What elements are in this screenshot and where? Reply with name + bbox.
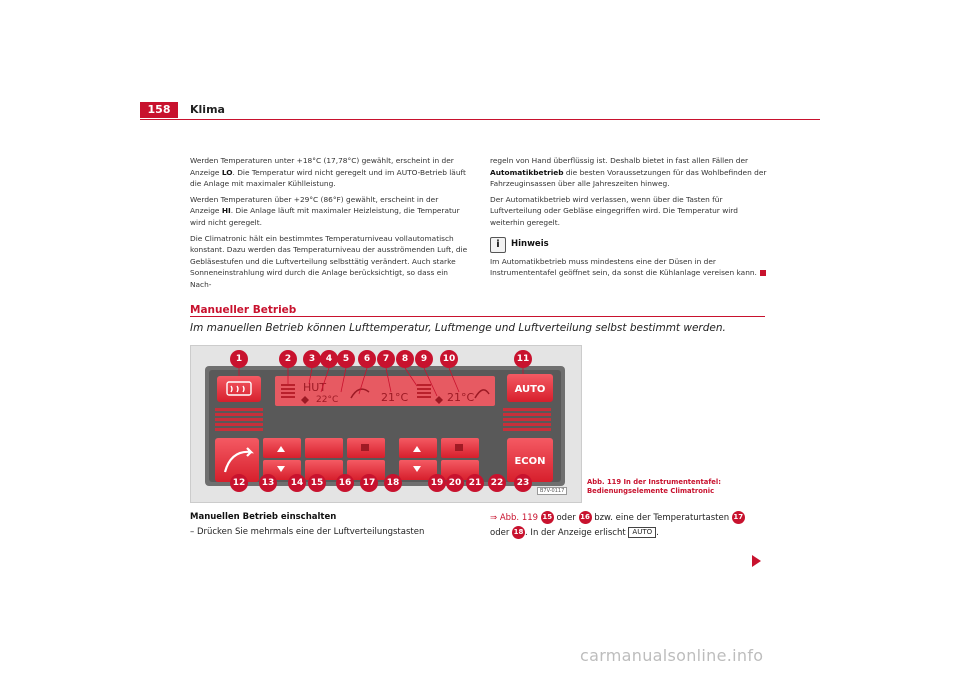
callout-20: 20 — [446, 474, 464, 492]
text: regeln von Hand überflüssig ist. Deshalb bietet in fast allen Fällen der — [490, 156, 749, 165]
callout-15: 15 — [308, 474, 326, 492]
end-square-icon — [760, 270, 766, 276]
badge-15: 15 — [541, 511, 554, 524]
figure-code: B7V-0117 — [537, 487, 567, 495]
display-mode-text: HUT — [303, 381, 327, 394]
automatik-term: Automatikbetrieb — [490, 167, 564, 177]
manual-mode-heading: Manuellen Betrieb einschalten — [190, 512, 337, 522]
next-page-arrow-icon[interactable] — [752, 555, 761, 567]
callout-1: 1 — [230, 350, 248, 368]
display-mid-temp: 21°C — [381, 391, 409, 404]
callout-8: 8 — [396, 350, 414, 368]
left-paragraph-3: Die Climatronic hält ein bestimmtes Temperaturniveau vollautomatisch konstant. Dazu werden das Temperaturniveau der ausströmenden Luft, die Gebläsestufen und die Luftverteilung selbsttätig verändert. Auch starke Sonneneinstrahlung wird durch die Anlage berücksichtigt, so dass ein Nach- — [190, 233, 468, 289]
callout-6: 6 — [358, 350, 376, 368]
callout-7: 7 — [377, 350, 395, 368]
climatronic-figure — [190, 345, 582, 503]
callout-10: 10 — [440, 350, 458, 368]
chapter-title: Klima — [190, 103, 225, 116]
text: Werden Temperaturen über +29°C (86°F) gewählt, erscheint in der Anzeige — [190, 194, 439, 216]
callout-4: 4 — [320, 350, 338, 368]
badge-17: 17 — [732, 511, 745, 524]
callout-2: 2 — [279, 350, 297, 368]
callout-5: 5 — [337, 350, 355, 368]
continuation-text — [490, 511, 770, 541]
callout-12: 12 — [230, 474, 248, 492]
left-paragraph-2 — [190, 194, 470, 229]
list-item: – Drücken Sie mehrmals eine der Luftverteilungstasten — [190, 527, 425, 537]
hinweis-label: Hinweis — [511, 238, 549, 249]
left-column — [190, 155, 470, 295]
left-paragraph-1 — [190, 155, 470, 190]
text: . In der Anzeige erlischt — [525, 528, 629, 538]
text: die besten Voraussetzungen für das Wohlbefinden der Fahrzeuginsassen über alle Jahreszeiten hinweg. — [490, 167, 767, 189]
badge-16: 16 — [579, 511, 592, 524]
text: . Die Temperatur wird nicht geregelt und im AUTO-Betrieb läuft die Anlage mit maximaler Kühlleistung. — [190, 167, 466, 189]
badge-18: 18 — [512, 526, 525, 539]
text: oder — [490, 528, 513, 538]
display-right-temp: 21°C — [447, 391, 475, 404]
section-subtitle: Im manuellen Betrieb können Lufttemperatur, Luftmenge und Luftverteilung selbst bestimmt werden. — [190, 322, 726, 334]
info-note-icon: i — [490, 237, 506, 253]
auto-label: AUTO — [514, 384, 546, 395]
hinweis-text — [490, 256, 768, 279]
hinweis-heading — [490, 237, 768, 253]
text: . — [656, 528, 659, 538]
right-paragraph-2: Der Automatikbetrieb wird verlassen, wenn über die Tasten für Luftverteilung oder Gebläse eingegriffen wird. Die Temperatur wird weiterhin geregelt. — [490, 194, 738, 227]
section-rule — [190, 316, 765, 317]
text: Im Automatikbetrieb muss mindestens eine der Düsen in der Instrumententafel geöffnet sein, da sonst die Kühlanlage vereisen kann. — [490, 256, 757, 278]
callout-11: 11 — [514, 350, 532, 368]
callout-17: 17 — [360, 474, 378, 492]
callout-21: 21 — [466, 474, 484, 492]
section-title: Manueller Betrieb — [190, 304, 297, 316]
text: bzw. eine der Temperaturtasten — [591, 513, 732, 523]
text: oder — [553, 513, 579, 523]
econ-label: ECON — [514, 456, 546, 467]
callout-14: 14 — [288, 474, 306, 492]
right-column — [490, 155, 768, 283]
text: Werden Temperaturen unter +18°C (17,78°C) gewählt, erscheint in der Anzeige — [190, 156, 454, 177]
callout-9: 9 — [415, 350, 433, 368]
callout-23: 23 — [514, 474, 532, 492]
callout-22: 22 — [488, 474, 506, 492]
watermark: carmanualsonline.info — [580, 646, 764, 665]
display-left-temp: 22°C — [316, 395, 339, 405]
callout-18: 18 — [384, 474, 402, 492]
page-number: 158 — [140, 102, 178, 118]
auto-key: AUTO — [628, 527, 656, 538]
callout-19: 19 — [428, 474, 446, 492]
callout-16: 16 — [336, 474, 354, 492]
callout-13: 13 — [259, 474, 277, 492]
right-paragraph-1 — [490, 155, 768, 190]
lo-term: LO — [221, 167, 233, 177]
hi-term: HI — [221, 206, 231, 216]
figure-reference-link[interactable]: ⇒ Abb. 119 — [490, 513, 539, 523]
text: . Die Anlage läuft mit maximaler Heizleistung, die Temperatur wird nicht geregelt. — [190, 206, 460, 227]
header-rule — [140, 119, 820, 120]
figure-caption: Abb. 119 In der Instrumententafel: Bedienungselemente Climatronic — [587, 478, 721, 495]
callout-3: 3 — [303, 350, 321, 368]
callout-layer — [191, 346, 581, 502]
